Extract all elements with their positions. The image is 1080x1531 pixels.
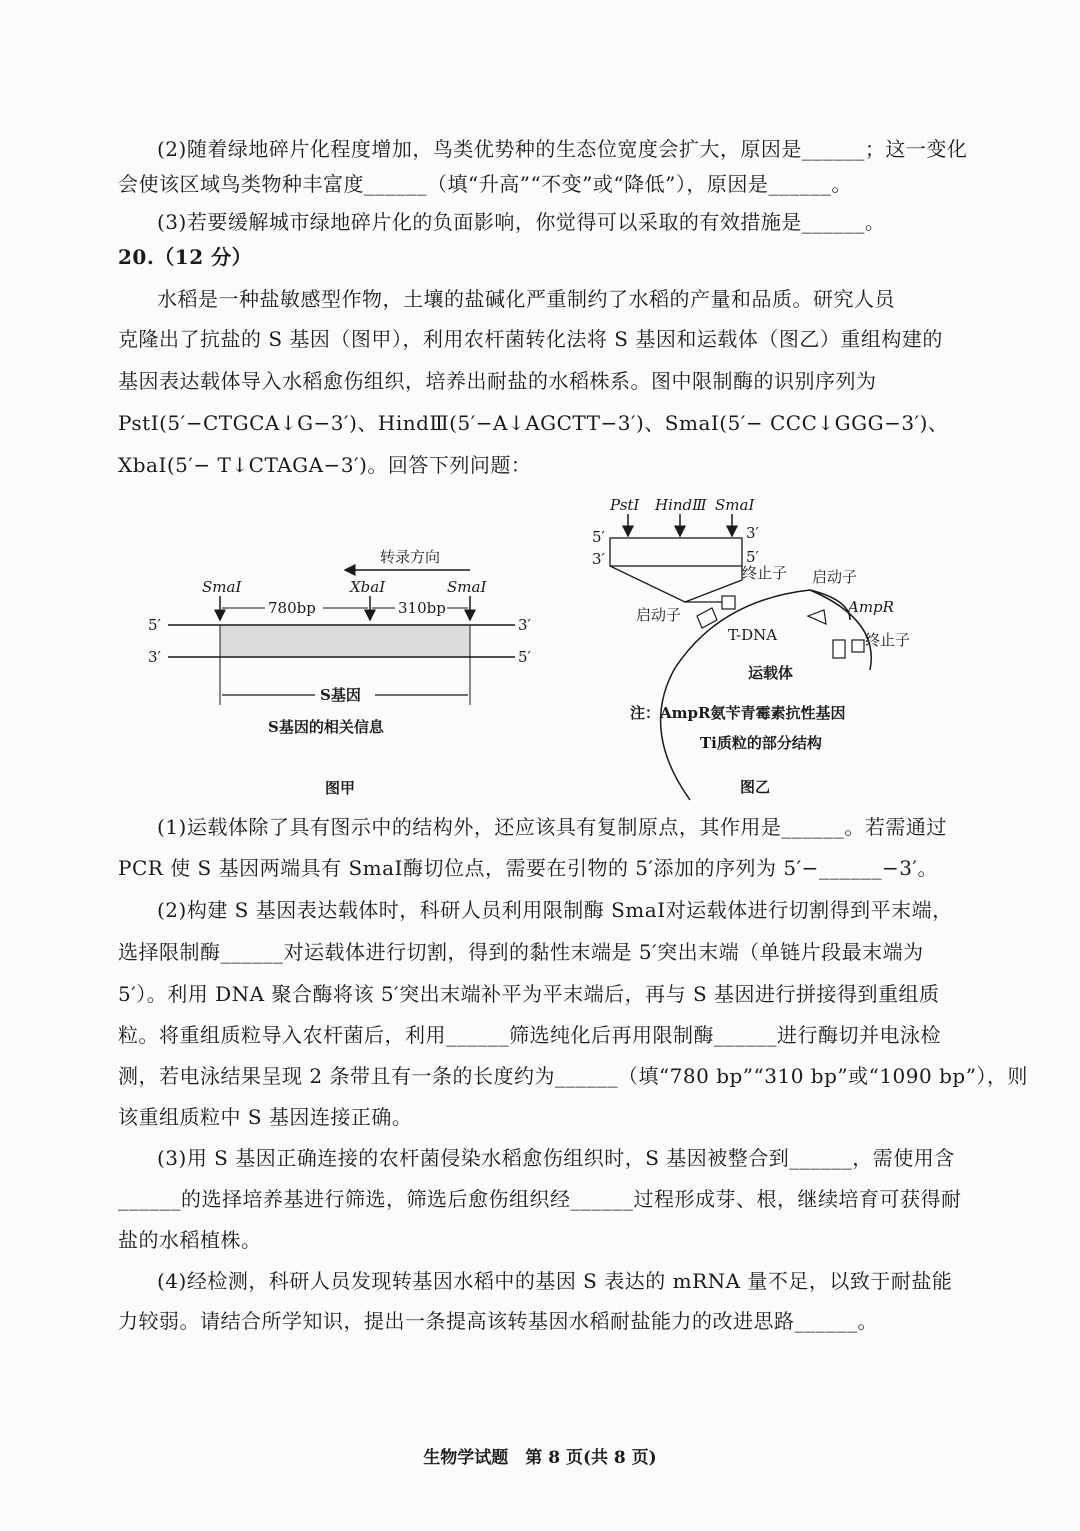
fig-a-sma2-label: SmaⅠ: [447, 578, 487, 596]
fig-b-left-3: 3′: [592, 550, 605, 568]
q20-q3-line1: (3)用 S 基因正确连接的农杆菌侵染水稻愈伤组织时，S 基因被整合到______，需使用含: [157, 1146, 955, 1170]
q20-q4-line2: 力较弱。请结合所学知识，提出一条提高该转基因水稻耐盐能力的改进思路______。: [118, 1309, 878, 1333]
fig-a-title: 图甲: [325, 779, 356, 797]
q20-q4-line1: (4)经检测，科研人员发现转基因水稻中的基因 S 表达的 mRNA 量不足，以致于耐盐能: [157, 1269, 953, 1293]
fig-a-bot-3: 3′: [148, 648, 161, 666]
fig-b-note: 注：AmpR氨苄青霉素抗性基因: [630, 704, 846, 722]
fig-a-caption: S基因的相关信息: [268, 718, 384, 736]
fig-b-hind-label: HindⅢ: [655, 496, 707, 514]
page-footer: 生物学试题 第 8 页(共 8 页): [423, 1448, 657, 1468]
fig-b-terminator1-label: 终止子: [742, 564, 788, 582]
fig-a-sma1-label: SmaⅠ: [202, 578, 242, 596]
fig-b-sma-label: SmaⅠ: [715, 496, 755, 514]
q20-intro-4: PstⅠ(5′−CTGCA↓G−3′)、HindⅢ(5′−A↓AGCTT−3′)、SmaⅠ(5′− CCC↓GGG−3′)、: [118, 411, 949, 435]
fig-b-terminator2-label: 终止子: [865, 631, 911, 649]
q20-q3-line2: ______的选择培养基进行筛选，筛选后愈伤组织经______过程形成芽、根，继续培育可获得耐: [118, 1187, 962, 1211]
fig-b-left-5: 5′: [592, 528, 605, 546]
fig-b-mcs-box: [610, 538, 742, 566]
fig-b-pst-label: PstⅠ: [610, 496, 640, 514]
q20-q3-line3: 盐的水稻植株。: [118, 1228, 262, 1252]
q20-header: 20.（12 分）: [118, 245, 253, 269]
q20-intro-2: 克隆出了抗盐的 S 基因（图甲），利用农杆菌转化法将 S 基因和运载体（图乙）重组构建的: [118, 327, 943, 351]
fig-b-promoter1-label: 启动子: [636, 606, 682, 624]
fig-b-amp-box: [833, 640, 845, 658]
fig-b-tdna-label: T-DNA: [728, 626, 778, 644]
q20-q2-line2: 选择限制酶______对运载体进行切割，得到的黏性末端是 5′突出末端（单链片段最末端为: [118, 940, 924, 964]
fig-b-right-3: 3′: [746, 524, 759, 542]
fig-a-xba-label: XbaⅠ: [350, 578, 386, 596]
fig-a-len-780: 780bp: [268, 599, 316, 617]
fig-b-promoter2-label: 启动子: [812, 568, 858, 586]
q20-intro-5: XbaⅠ(5′− T↓CTAGA−3′)。回答下列问题：: [118, 453, 532, 477]
fig-a-gene-label: S基因: [320, 686, 361, 704]
fig-b-vector-label: 运载体: [748, 664, 794, 682]
fig-a-len-310: 310bp: [398, 599, 446, 617]
fig-b-terminator1-box: [722, 596, 735, 609]
q19-p2-line2: 会使该区域鸟类物种丰富度______（填“升高”“不变”或“降低”），原因是______。: [118, 172, 852, 196]
fig-b-terminator2-box: [852, 640, 864, 652]
q19-p2-line1: (2)随着绿地碎片化程度增加，鸟类优势种的生态位宽度会扩大，原因是______；这一变化: [157, 137, 968, 161]
q20-q2-line6: 该重组质粒中 S 基因连接正确。: [118, 1105, 413, 1129]
q19-p3: (3)若要缓解城市绿地碎片化的负面影响，你觉得可以采取的有效措施是______。: [157, 210, 886, 234]
fig-a-direction-label: 转录方向: [380, 548, 441, 566]
fig-b-title: 图乙: [740, 778, 771, 796]
q20-intro-3: 基因表达载体导入水稻愈伤组织，培养出耐盐的水稻株系。图中限制酶的识别序列为: [118, 369, 877, 393]
figure-a: [140, 540, 560, 810]
fig-b-amp-label: AmpR: [848, 598, 894, 616]
fig-a-top-3: 3′: [518, 616, 531, 634]
q20-q2-line1: (2)构建 S 基因表达载体时，科研人员利用限制酶 SmaⅠ对运载体进行切割得到平末端，: [157, 898, 953, 922]
figure-b: [580, 490, 930, 810]
q20-intro-1: 水稻是一种盐敏感型作物，土壤的盐碱化严重制约了水稻的产量和品质。研究人员: [157, 287, 895, 311]
q20-q1-line2: PCR 使 S 基因两端具有 SmaⅠ酶切位点，需要在引物的 5′添加的序列为 5′−______−3′。: [118, 856, 938, 880]
q20-q1-line1: (1)运载体除了具有图示中的结构外，还应该具有复制原点，其作用是______。若需通过: [157, 815, 947, 839]
q20-q2-line5: 测，若电泳结果呈现 2 条带且有一条的长度约为______（填“780 bp”“310 bp”或“1090 bp”），则: [118, 1064, 1028, 1088]
fig-a-gene-box: [220, 625, 470, 657]
fig-b-plasmid-arc-left: [661, 668, 690, 800]
fig-b-promoter2-box: [808, 610, 826, 624]
fig-b-caption: Ti质粒的部分结构: [700, 734, 822, 752]
fig-a-bot-5: 5′: [518, 648, 531, 666]
fig-b-right-5: 5′: [746, 548, 759, 566]
fig-a-top-5: 5′: [148, 616, 161, 634]
q20-q2-line4: 粒。将重组质粒导入农杆菌后，利用______筛选纯化后再用限制酶______进行酶切并电泳检: [118, 1023, 941, 1047]
fig-b-promoter1-box: [697, 608, 717, 628]
q20-q2-line3: 5′）。利用 DNA 聚合酶将该 5′突出末端补平为平末端后，再与 S 基因进行拼接得到重组质: [118, 982, 940, 1006]
